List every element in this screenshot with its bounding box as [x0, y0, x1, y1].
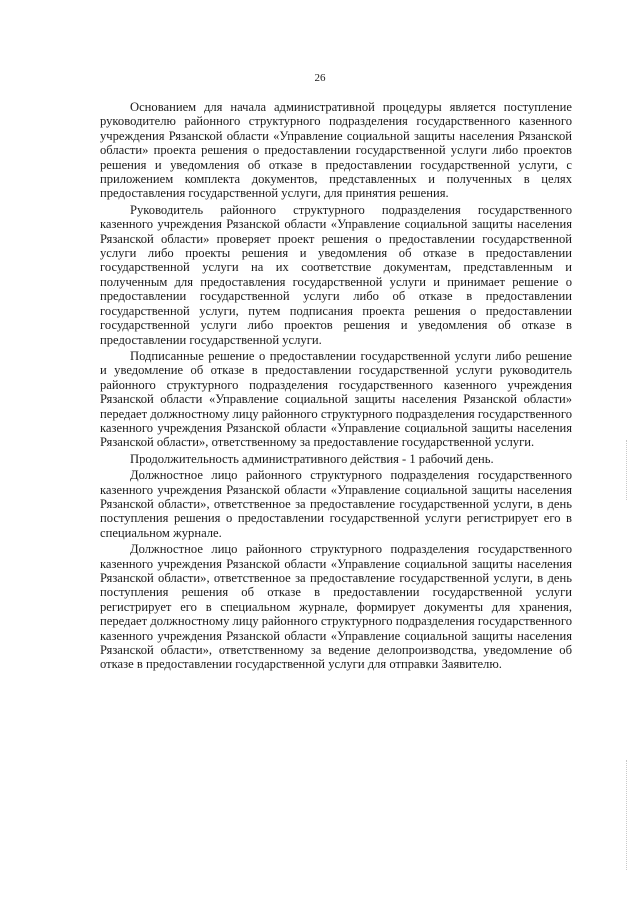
paragraph-basis: Основанием для начала административной процедуры является поступление руководителю районного структурного подразделения государственного казенного учреждения Рязанской области «Управление социальной защиты населения Рязанской области» проекта решения о предоставлении государственной услуги либо проектов решения и уведомления об отказе в предоставлении государственной услуги, с приложением комплекта документов, представленных и полученных в целях предоставления государственной услуги, для принятия решения.	[100, 100, 572, 201]
paragraph-head-review: Руководитель районного структурного подразделения государственного казенного учреждения Рязанской области «Управление социальной защиты населения Рязанской области» проверяет проект решения о предоставлении государственной услуги либо проекты решения и уведомления об отказе в предоставлении государственной услуги на их соответствие документам, представленным и полученным для предоставления государственной услуги и принимает решение о предоставлении государственной услуги либо об отказе в предоставлении государственной услуги, путем подписания проекта решения о предоставлении государственной услуги либо проектов решения и уведомления об отказе в предоставлении государственной услуги.	[100, 202, 572, 347]
paragraph-register-approval: Должностное лицо районного структурного подразделения государственного казенного учреждения Рязанской области «Управление социальной защиты населения Рязанской области», ответственное за предоставление государственной услуги, в день поступления решения о предоставлении государственной услуги регистрирует его в специальном журнале.	[100, 468, 572, 540]
paragraph-signed-transfer: Подписанные решение о предоставлении государственной услуги либо решение и уведомление об отказе в предоставлении государственной услуги руководитель районного структурного подразделения государственного казенного учреждения Рязанской области «Управление социальной защиты населения Рязанской области» передает должностному лицу районного структурного подразделения государственного казенного учреждения Рязанской области «Управление социальной защиты населения Рязанской области», ответственному за предоставление государственной услуги.	[100, 348, 572, 450]
document-body	[100, 100, 572, 674]
paragraph-duration: Продолжительность административного действия - 1 рабочий день.	[130, 451, 494, 466]
paragraph-register-refusal: Должностное лицо районного структурного подразделения государственного казенного учреждения Рязанской области «Управление социальной защиты населения Рязанской области», ответственное за предоставление государственной услуги, в день поступления решения об отказе в предоставлении государственной услуги регистрирует его в специальном журнале, формирует документы для хранения, передает должностному лицу районного структурного подразделения государственного казенного учреждения Рязанской области «Управление социальной защиты населения Рязанской области», ответственному за ведение делопроизводства, уведомление об отказе в предоставлении государственной услуги для отправки Заявителю.	[100, 542, 572, 672]
scan-edge-mark	[626, 760, 628, 870]
page-number: 26	[314, 72, 326, 84]
scan-edge-mark	[626, 440, 628, 500]
